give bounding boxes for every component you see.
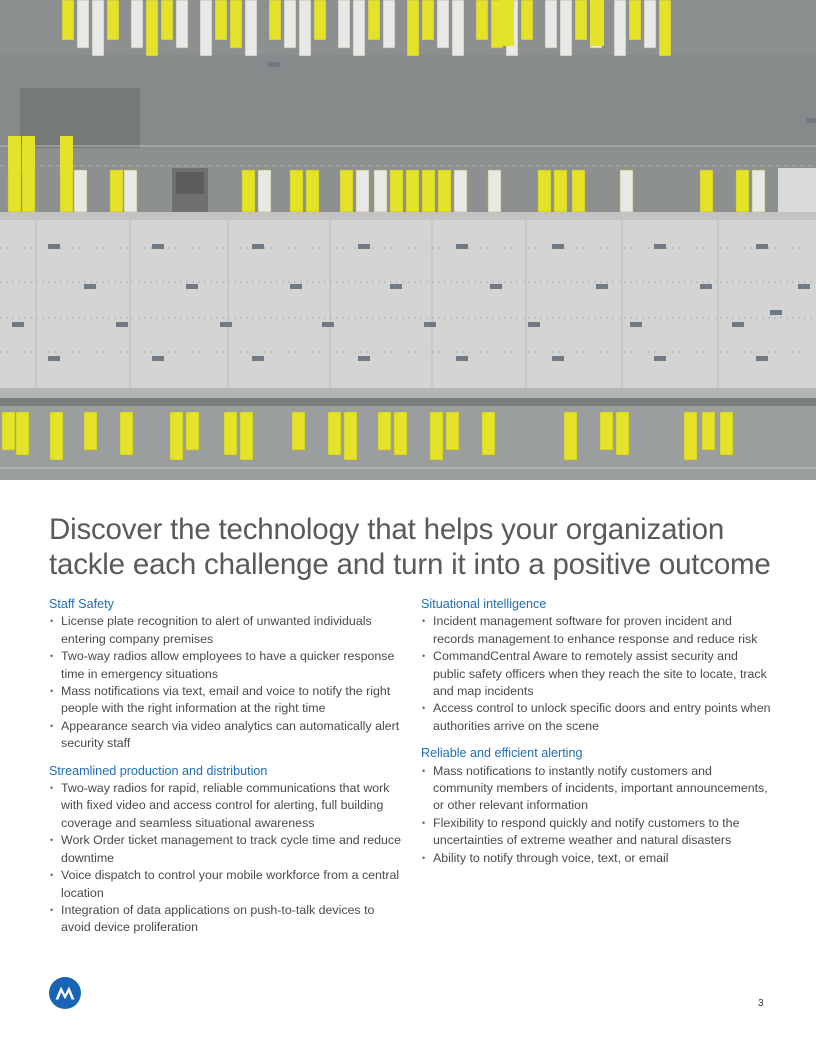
list-item: • Ability to notify through voice, text, or email [421, 850, 771, 867]
section-title: Situational intelligence [421, 597, 547, 611]
truck-trailer [752, 170, 765, 212]
shed [778, 168, 816, 212]
roof-vent [456, 244, 468, 249]
truck-trailer [340, 170, 353, 212]
building-shadow [20, 88, 140, 148]
truck-trailer [107, 0, 119, 40]
truck-trailer [356, 170, 369, 212]
truck-trailer [572, 170, 585, 212]
truck-trailer [62, 0, 74, 40]
roof-vent [552, 356, 564, 361]
list-item: • CommandCentral Aware to remotely assist security and public safety officers when they reach the site to locate, track and map incidents [421, 648, 771, 700]
roof-vent [528, 322, 540, 327]
truck-trailer [500, 0, 514, 46]
roof-vent [12, 322, 24, 327]
section-title: Staff Safety [49, 597, 114, 611]
roof-vent [596, 284, 608, 289]
section-reliable-alerting [421, 745, 771, 867]
truck-trailer [378, 412, 391, 450]
roof-edge [0, 212, 816, 220]
section-situational-intelligence [421, 596, 771, 735]
bullet-list [49, 613, 401, 752]
roof-vent [152, 244, 164, 249]
truck-trailer [186, 412, 199, 450]
roof-vent [490, 284, 502, 289]
roof-vent [390, 284, 402, 289]
truck-trailer [258, 170, 271, 212]
truck-trailer [564, 412, 577, 460]
truck-trailer [2, 412, 15, 450]
dock-shadow [0, 398, 816, 406]
truck-trailer [84, 412, 97, 450]
roof-vent [116, 322, 128, 327]
truck-trailer [176, 0, 188, 48]
truck-trailer [684, 412, 697, 460]
truck-trailer [590, 0, 604, 46]
truck-trailer [8, 136, 21, 172]
truck-trailer [454, 170, 467, 212]
truck-trailer [269, 0, 281, 40]
list-item: • Voice dispatch to control your mobile workforce from a central location [49, 867, 401, 902]
truck-trailer [8, 170, 21, 212]
truck-trailer [560, 0, 572, 56]
truck-trailer [240, 412, 253, 460]
truck-trailer [629, 0, 641, 40]
roof-vent [252, 244, 264, 249]
truck-trailer [446, 412, 459, 450]
truck-trailer [383, 0, 395, 48]
truck-trailer [200, 0, 212, 56]
roof-vent [756, 244, 768, 249]
truck-trailer [482, 412, 495, 455]
truck-trailer [131, 0, 143, 48]
roof-vent [84, 284, 96, 289]
roof-vent [186, 284, 198, 289]
bullet-list [421, 763, 771, 867]
truck-trailer [299, 0, 311, 56]
roof-vent [756, 356, 768, 361]
left-column [49, 596, 401, 937]
truck-trailer [390, 170, 403, 212]
truck-trailer [616, 412, 629, 455]
truck-trailer [368, 0, 380, 40]
list-item: • Two-way radios for rapid, reliable communications that work with fixed video and access control for alerting, full building coverage and seamless situational awareness [49, 780, 401, 832]
truck-trailer [353, 0, 365, 56]
truck-trailer [437, 0, 449, 48]
truck-trailer [77, 0, 89, 48]
truck-trailer [344, 412, 357, 460]
truck-trailer [406, 170, 419, 212]
truck-trailer [22, 170, 35, 212]
truck-trailer [614, 0, 626, 56]
roof-vent [48, 356, 60, 361]
truck-trailer [224, 412, 237, 455]
truck-trailer [659, 0, 671, 56]
truck-trailer [700, 170, 713, 212]
motorola-logo-icon [49, 977, 81, 1009]
roof-vent [770, 310, 782, 315]
section-staff-safety [49, 596, 401, 753]
truck-trailer [374, 170, 387, 212]
truck-trailer [488, 170, 501, 212]
roof-vent [358, 356, 370, 361]
truck-trailer [60, 136, 73, 172]
roof-vent [290, 284, 302, 289]
list-item: • License plate recognition to alert of unwanted individuals entering company premises [49, 613, 401, 648]
roof-vent [48, 244, 60, 249]
list-item: • Incident management software for proven incident and records management to enhance response and reduce risk [421, 613, 771, 648]
truck-trailer [245, 0, 257, 56]
list-item: • Two-way radios allow employees to have a quicker response time in emergency situations [49, 648, 401, 683]
shed-roof [176, 172, 204, 194]
truck-trailer [230, 0, 242, 48]
truck-trailer [452, 0, 464, 56]
roof-vent [456, 356, 468, 361]
truck-trailer [161, 0, 173, 40]
truck-trailer [620, 170, 633, 212]
truck-trailer [170, 412, 183, 460]
section-streamlined-production [49, 763, 401, 937]
list-item: • Appearance search via video analytics can automatically alert security staff [49, 718, 401, 753]
roof-vent [152, 356, 164, 361]
section-title: Reliable and efficient alerting [421, 746, 583, 761]
roof-vent [358, 244, 370, 249]
roof-vent [220, 322, 232, 327]
truck-trailer [74, 170, 87, 212]
truck-trailer [476, 0, 488, 40]
truck-trailer [50, 412, 63, 460]
roof-vent [630, 322, 642, 327]
list-item: • Integration of data applications on push-to-talk devices to avoid device proliferation [49, 902, 401, 937]
bullet-list [421, 613, 771, 735]
truck-trailer [702, 412, 715, 450]
truck-trailer [554, 170, 567, 212]
truck-trailer [394, 412, 407, 455]
roof-edge [0, 388, 816, 398]
page-number: 3 [758, 998, 764, 1009]
truck-trailer [314, 0, 326, 40]
list-item: • Mass notifications to instantly notify customers and community members of incidents, important announcements, or other relevant information [421, 763, 771, 815]
roof-vent [268, 62, 280, 67]
roof-vent [700, 284, 712, 289]
truck-trailer [242, 170, 255, 212]
truck-trailer [575, 0, 587, 40]
roof-vent [322, 322, 334, 327]
truck-trailer [545, 0, 557, 48]
truck-trailer [521, 0, 533, 40]
list-item: • Work Order ticket management to track cycle time and reduce downtime [49, 832, 401, 867]
hero-image [0, 0, 816, 480]
truck-trailer [16, 412, 29, 455]
roof-vent [252, 356, 264, 361]
truck-trailer [438, 170, 451, 212]
truck-trailer [430, 412, 443, 460]
truck-trailer [124, 170, 137, 212]
roof-vent [424, 322, 436, 327]
roof-vent [654, 244, 666, 249]
truck-trailer [110, 170, 123, 212]
truck-trailer [290, 170, 303, 212]
section-title: Streamlined production and distribution [49, 763, 268, 778]
headline: Discover the technology that helps your organization tackle each challenge and turn it into a positive outcome [49, 513, 771, 581]
list-item: • Access control to unlock specific doors and entry points when authorities arrive on the scene [421, 700, 771, 735]
bullet-list [49, 780, 401, 937]
truck-trailer [120, 412, 133, 455]
truck-trailer [600, 412, 613, 450]
truck-trailer [422, 170, 435, 212]
truck-trailer [92, 0, 104, 56]
truck-trailer [306, 170, 319, 212]
warehouse-aerial-photo [0, 0, 816, 480]
truck-trailer [292, 412, 305, 450]
truck-trailer [215, 0, 227, 40]
truck-trailer [720, 412, 733, 455]
list-item: • Flexibility to respond quickly and notify customers to the uncertainties of extreme weather and natural disasters [421, 815, 771, 850]
truck-trailer [644, 0, 656, 48]
warehouse-roof [0, 212, 816, 396]
truck-trailer [407, 0, 419, 56]
truck-trailer [284, 0, 296, 48]
truck-trailer [328, 412, 341, 455]
truck-trailer [22, 136, 35, 172]
truck-trailer [538, 170, 551, 212]
list-item: • Mass notifications via text, email and voice to notify the right people with the right information at the right time [49, 683, 401, 718]
truck-trailer [146, 0, 158, 56]
roof-vent [798, 284, 810, 289]
roof-vent [654, 356, 666, 361]
truck-trailer [338, 0, 350, 48]
roof-vent [806, 118, 816, 123]
truck-trailer [422, 0, 434, 40]
truck-trailer [736, 170, 749, 212]
truck-trailer [60, 170, 73, 212]
roof-vent [732, 322, 744, 327]
roof-vent [552, 244, 564, 249]
right-column [421, 596, 771, 867]
